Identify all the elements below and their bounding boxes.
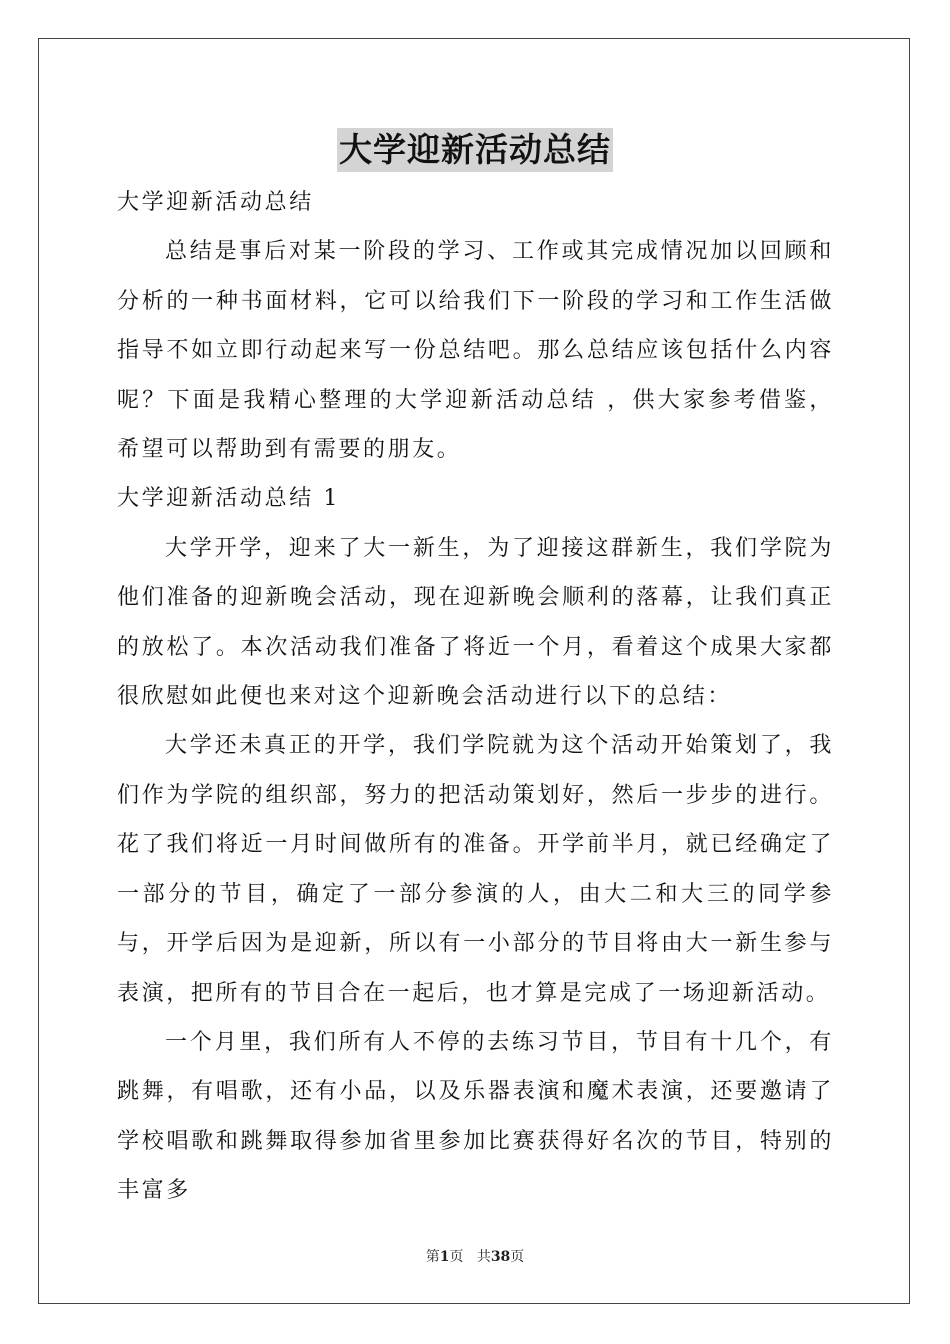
title-wrap [0, 128, 950, 172]
total-prefix: 共 [476, 1249, 491, 1265]
body-paragraph: 一个月里，我们所有人不停的去练习节目，节目有十几个，有跳舞，有唱歌，还有小品，以及乐器表演和魔术表演，还要邀请了学校唱歌和跳舞取得参加省里参加比赛获得好名次的节目，特别的丰富多 [117, 1029, 834, 1204]
document-body [117, 178, 834, 1216]
document-title: 大学迎新活动总结 [337, 128, 613, 172]
page-footer [0, 1246, 950, 1266]
page-prefix: 第 [425, 1249, 440, 1265]
intro-paragraph: 总结是事后对某一阶段的学习、工作或其完成情况加以回顾和分析的一种书面材料，它可以给我们下一阶段的学习和工作生活做指导不如立即行动起来写一份总结吧。那么总结应该包括什么内容呢？下面是我精心整理的大学迎新活动总结 ，供大家参考借鉴，希望可以帮助到有需要的朋友。 [117, 239, 834, 463]
body-paragraph: 大学开学，迎来了大一新生，为了迎接这群新生，我们学院为他们准备的迎新晚会活动，现在迎新晚会顺利的落幕，让我们真正的放松了。本次活动我们准备了将近一个月，看着这个成果大家都很欣慰如此便也来对这个迎新晚会活动进行以下的总结： [117, 535, 834, 710]
page-number: 1 [439, 1249, 450, 1265]
document-subtitle: 大学迎新活动总结 [117, 190, 314, 215]
total-pages: 38 [490, 1249, 511, 1265]
body-paragraph: 大学还未真正的开学，我们学院就为这个活动开始策划了，我们作为学院的组织部，努力的把活动策划好，然后一步步的进行。花了我们将近一月时间做所有的准备。开学前半月，就已经确定了一部分的节目，确定了一部分参演的人，由大二和大三的同学参与，开学后因为是迎新，所以有一小部分的节目将由大一新生参与表演，把所有的节目合在一起后，也才算是完成了一场迎新活动。 [117, 733, 834, 1006]
total-suffix: 页 [510, 1249, 525, 1265]
section-heading: 大学迎新活动总结 1 [117, 486, 340, 512]
page-suffix: 页 [449, 1249, 464, 1265]
